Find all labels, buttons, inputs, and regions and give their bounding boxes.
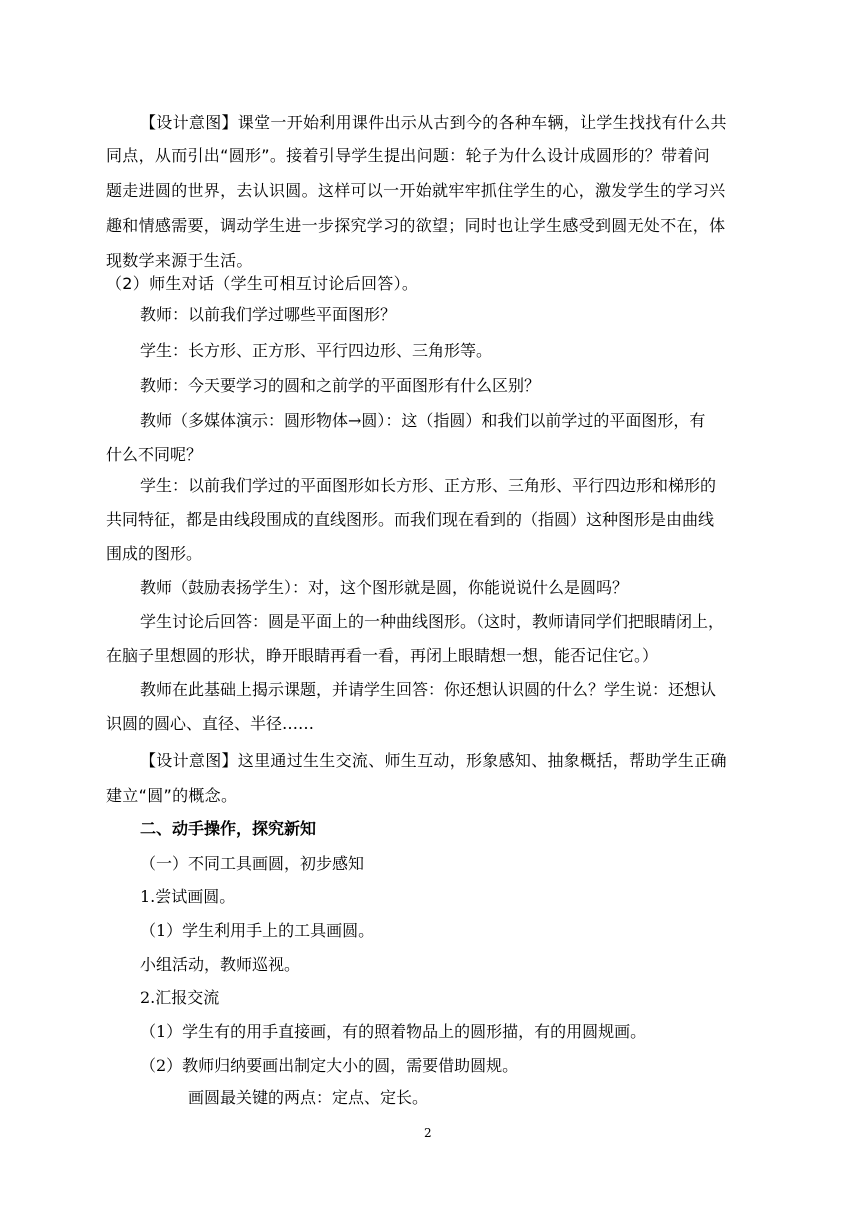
text-line: 【设计意图】这里通过生生交流、师生互动，形象感知、抽象概括，帮助学生正确 [140, 751, 727, 770]
text-line: 在脑子里想圆的形状，睁开眼睛再看一看，再闭上眼睛想一想，能否记住它。） [106, 646, 659, 665]
text-line: 教师：今天要学习的圆和之前学的平面图形有什么区别？ [140, 376, 541, 395]
text-line: （1）学生利用手上的工具画圆。 [140, 921, 375, 940]
text-line: 学生讨论后回答：圆是平面上的一种曲线图形。（这时，教师请同学们把眼睛闭上， [140, 612, 725, 631]
text-line: 趣和情感需要，调动学生进一步探究学习的欲望；同时也让学生感受到圆无处不在，体 [106, 216, 726, 235]
text-line: 共同特征，都是由线段围成的直线图形。而我们现在看到的（指圆）这种图形是由曲线 [106, 510, 715, 529]
text-line: 2.汇报交流 [140, 988, 220, 1007]
text-line: 围成的图形。 [106, 544, 203, 563]
text-line: 识圆的圆心、直径、半径…… [106, 714, 315, 733]
text-line: 教师（鼓励表扬学生）：对，这个图形就是圆，你能说说什么是圆吗？ [140, 578, 629, 597]
text-line: 同点，从而引出“圆形”。接着引导学生提出问题：轮子为什么设计成圆形的？带着问 [106, 146, 710, 165]
text-line: 教师（多媒体演示：圆形物体→圆）：这（指圆）和我们以前学过的平面图形，有 [140, 411, 706, 430]
text-line: 建立“圆”的概念。 [106, 786, 238, 805]
text-line: 【设计意图】课堂一开始利用课件出示从古到今的各种车辆，让学生找找有什么共 [140, 113, 727, 132]
text-line: 学生：长方形、正方形、平行四边形、三角形等。 [140, 341, 493, 360]
text-line: （1）学生有的用手直接画，有的照着物品上的圆形描，有的用圆规画。 [140, 1022, 647, 1041]
text-line: 1.尝试画圆。 [140, 887, 236, 906]
text-line: （2）师生对话（学生可相互讨论后回答）。 [106, 274, 419, 293]
page-number: 2 [424, 1126, 432, 1140]
section-heading: 二、动手操作，探究新知 [140, 819, 317, 838]
text-line: 题走进圆的世界，去认识圆。这样可以一开始就牢牢抓住学生的心，激发学生的学习兴 [106, 181, 726, 200]
text-line: 教师：以前我们学过哪些平面图形？ [140, 305, 397, 324]
text-line: 现数学来源于生活。 [106, 251, 253, 270]
text-line: 什么不同呢？ [106, 445, 203, 464]
text-line: 教师在此基础上揭示课题，并请学生回答：你还想认识圆的什么？学生说：还想认 [140, 680, 717, 699]
text-line: 小组活动，教师巡视。 [140, 955, 301, 974]
text-line: （一）不同工具画圆，初步感知 [140, 854, 365, 873]
text-line: （2）教师归纳要画出制定大小的圆，需要借助圆规。 [140, 1056, 519, 1075]
text-line: 学生：以前我们学过的平面图形如长方形、正方形、三角形、平行四边形和梯形的 [140, 476, 717, 495]
text-line: 画圆最关键的两点：定点、定长。 [188, 1088, 429, 1107]
